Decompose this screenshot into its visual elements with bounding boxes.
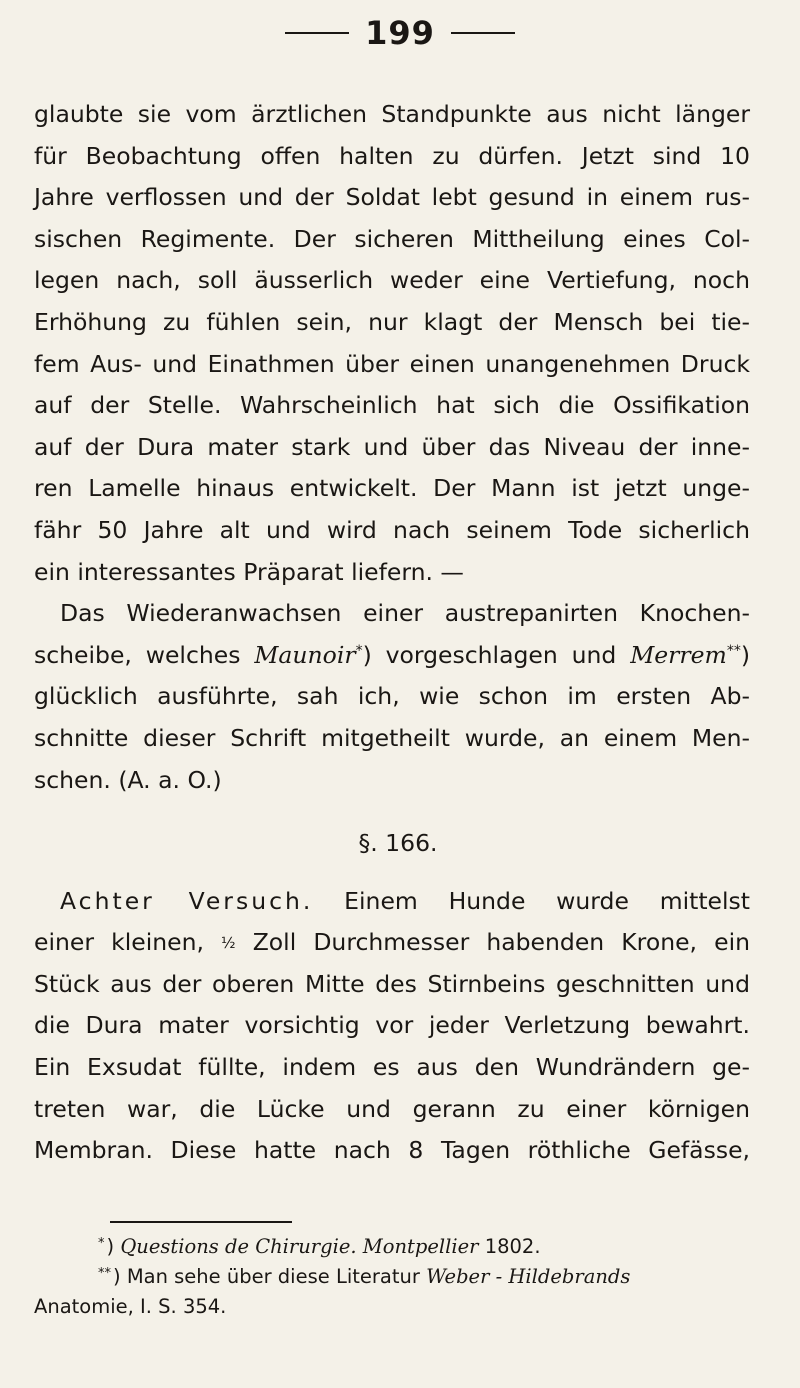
text-line: Ein Exsudat füllte, indem es aus den Wundrändern ge- — [34, 1053, 750, 1082]
text-line: schen. (A. a. O.) — [34, 765, 222, 794]
text-line: Jahre verflossen und der Soldat lebt gesund in einem rus- — [34, 183, 750, 212]
footnote-year: 1802. — [484, 1235, 541, 1258]
footnote-marker: ** — [98, 1266, 111, 1281]
text-line: schnitte dieser Schrift mitgetheilt wurde, an einem Men- — [34, 723, 750, 752]
text-line: ein interessantes Präparat liefern. — — [34, 557, 464, 586]
text-line: sischen Regimente. Der sicheren Mittheilung eines Col- — [34, 224, 750, 253]
text-line-with-references — [34, 635, 750, 677]
experiment-title: Achter Versuch. — [60, 886, 314, 915]
text-line: glücklich ausführte, sah ich, wie schon im ersten Ab- — [34, 682, 750, 711]
page-number: 199 — [365, 14, 435, 52]
text-line: Das Wiederanwachsen einer austrepanirten Knochen- — [60, 599, 750, 628]
section-heading: §. 166. — [358, 829, 438, 858]
paragraph-1 — [34, 94, 750, 593]
text-line: treten war, die Lücke und gerann zu einer körnigen — [34, 1094, 750, 1123]
fraction-half: ½ — [221, 934, 236, 953]
text-line: auf der Stelle. Wahrscheinlich hat sich die Ossifikation — [34, 391, 750, 420]
text-line: glaubte sie vom ärztlichen Standpunkte aus nicht länger — [34, 100, 750, 128]
text-line — [34, 881, 750, 923]
header-rule-left — [285, 32, 349, 34]
text-segment: einer kleinen, — [34, 928, 204, 957]
text-line — [34, 922, 750, 964]
text-segment: scheibe, welches — [34, 640, 241, 669]
text-line: fähr 50 Jahre alt und wird nach seinem Tode sicherlich — [34, 515, 750, 544]
text-line: auf der Dura mater stark und über das Niveau der inne- — [34, 432, 750, 461]
footnote-text: Man sehe über diese Literatur — [126, 1265, 420, 1288]
text-line: Stück aus der oberen Mitte des Stirnbeins geschnitten und — [34, 969, 750, 998]
footnote-reference-2[interactable]: ** — [726, 642, 741, 659]
text-segment: Einem Hunde wurde mittelst — [344, 886, 750, 915]
footnote-2: ** ) Man sehe über diese Literatur Weber - Hildebrands — [98, 1265, 631, 1288]
footnotes — [34, 1232, 750, 1322]
text-segment: ) — [740, 640, 750, 669]
text-line: Erhöhung zu fühlen sein, nur klagt der Mensch bei tie- — [34, 307, 750, 336]
footnote-title: Questions de Chirurgie. Montpellier — [120, 1235, 479, 1258]
author-name-maunoir: Maunoir — [254, 640, 356, 669]
footnote-divider — [110, 1221, 292, 1223]
footnote-reference-1[interactable]: * — [355, 642, 363, 659]
paragraph-2 — [34, 593, 750, 801]
text-segment: ) vorgeschlagen und — [362, 640, 617, 669]
footnote-2-continuation: Anatomie, I. S. 354. — [34, 1295, 227, 1318]
footnote-author: Weber - Hildebrands — [426, 1265, 631, 1288]
text-line: für Beobachtung offen halten zu dürfen. Jetzt sind 10 — [34, 141, 750, 170]
footnote-1: * ) Questions de Chirurgie. Montpellier 1802. — [98, 1235, 541, 1258]
paragraph-3 — [34, 881, 750, 1172]
author-name-merrem: Merrem — [630, 640, 727, 669]
body-text — [34, 94, 750, 1172]
text-segment: Zoll Durchmesser habenden Krone, ein — [252, 928, 750, 957]
text-line: ren Lamelle hinaus entwickelt. Der Mann ist jetzt unge- — [34, 474, 750, 503]
text-line: legen nach, soll äusserlich weder eine Vertiefung, noch — [34, 266, 750, 295]
text-line: Membran. Diese hatte nach 8 Tagen röthliche Gefässe, — [34, 1136, 750, 1165]
header-rule-right — [451, 32, 515, 34]
text-line: fem Aus- und Einathmen über einen unangenehmen Druck — [34, 349, 750, 378]
text-line: die Dura mater vorsichtig vor jeder Verletzung bewahrt. — [34, 1011, 750, 1040]
page-header — [0, 14, 800, 52]
footnote-marker: * — [98, 1236, 105, 1251]
